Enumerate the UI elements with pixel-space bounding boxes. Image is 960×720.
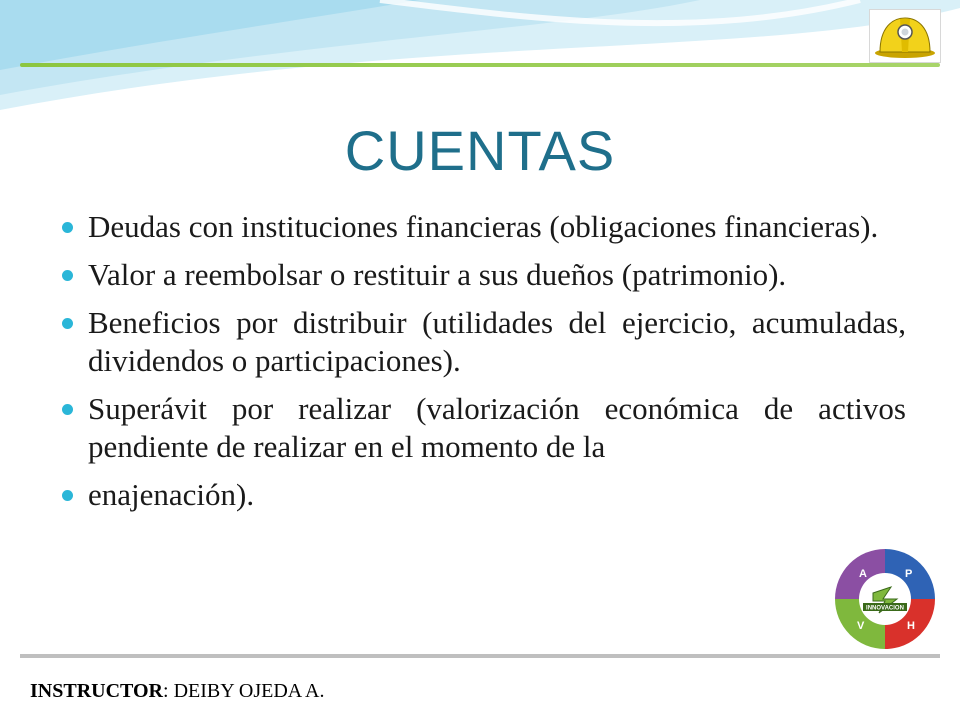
bullet-marker xyxy=(62,222,73,233)
footer-name: DEIBY OJEDA A. xyxy=(173,680,325,702)
bullet-marker xyxy=(62,270,73,281)
cycle-letter-p: P xyxy=(905,568,913,580)
helmet-logo xyxy=(869,9,941,63)
footer-separator: : xyxy=(163,680,174,702)
bullet-text: enajenación). xyxy=(88,477,255,512)
bullet-marker xyxy=(62,404,73,415)
bullet-item xyxy=(60,208,906,246)
bullet-marker xyxy=(62,318,73,329)
bullet-item xyxy=(60,476,906,514)
bullet-text: Valor a reembolsar o restituir a sus dueños (patrimonio). xyxy=(88,257,787,292)
bullet-list xyxy=(60,208,906,524)
footer-label: INSTRUCTOR xyxy=(30,680,163,702)
helmet-logo-icon xyxy=(870,10,940,62)
bullet-text: Superávit por realizar (valorización económica de activos pendiente de realizar en el momento de la xyxy=(88,391,906,464)
bullet-marker xyxy=(62,490,73,501)
cycle-center-label: INNOVACION xyxy=(866,605,904,612)
apvh-cycle-icon xyxy=(829,543,941,655)
header-divider xyxy=(20,63,940,67)
header-wave-decoration xyxy=(0,0,960,120)
cycle-letter-h: H xyxy=(907,620,915,632)
bullet-item xyxy=(60,304,906,380)
cycle-letter-a: A xyxy=(859,568,867,580)
footer-instructor xyxy=(30,680,325,703)
bullet-item xyxy=(60,390,906,466)
bullet-text: Deudas con instituciones financieras (obligaciones financieras). xyxy=(88,209,879,244)
cycle-letter-v: V xyxy=(857,620,865,632)
slide-title: CUENTAS xyxy=(344,119,616,182)
bullet-item xyxy=(60,256,906,294)
footer-divider xyxy=(20,654,940,658)
bullet-text: Beneficios por distribuir (utilidades del ejercicio, acumuladas, dividendos o participaciones). xyxy=(88,305,906,378)
